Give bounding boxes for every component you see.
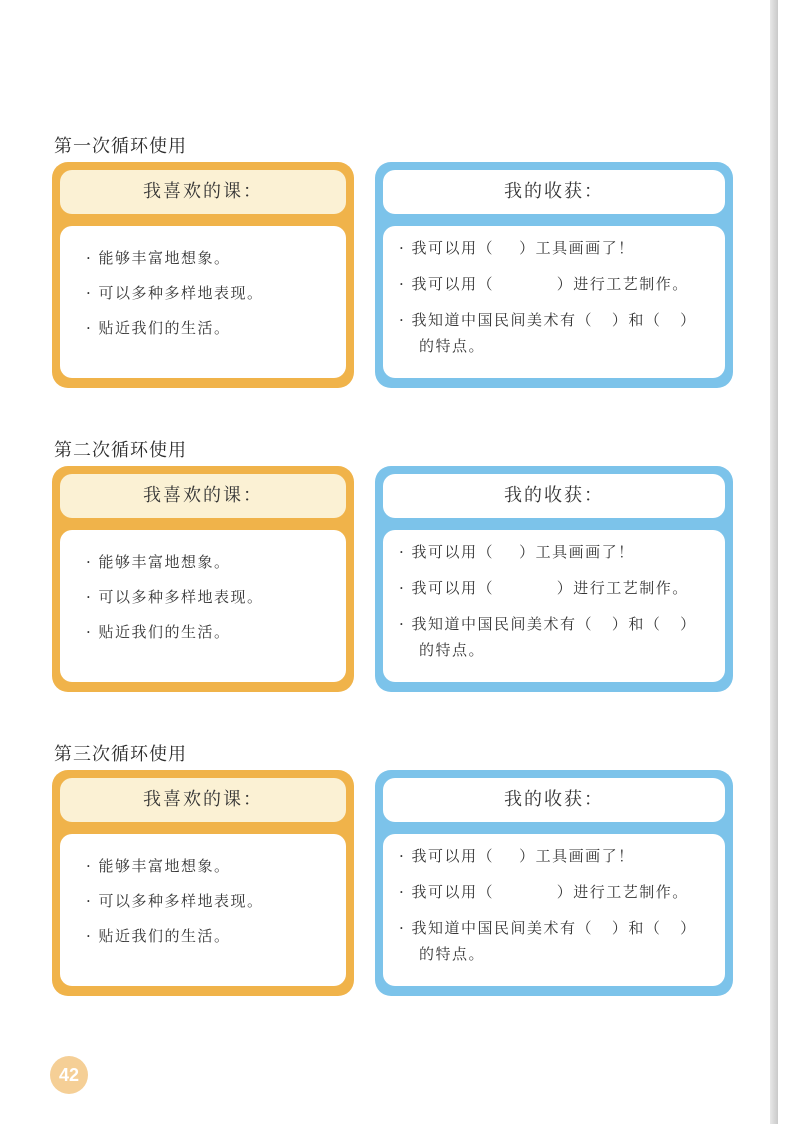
favorite-lessons-card	[52, 162, 354, 388]
list-item: · 贴近我们的生活。	[86, 319, 231, 337]
list-item: · 可以多种多样地表现。	[86, 892, 264, 910]
my-gains-card	[375, 770, 733, 996]
list-item: · 贴近我们的生活。	[86, 927, 231, 945]
list-item: · 能够丰富地想象。	[86, 553, 231, 571]
page-number-badge: 42	[50, 1056, 88, 1094]
list-item: · 我可以用（ ）进行工艺制作。	[399, 883, 689, 901]
list-item-continuation: 的特点。	[419, 641, 486, 659]
my-gains-list	[383, 530, 725, 682]
list-item: · 我可以用（ ）工具画画了！	[399, 543, 635, 561]
favorite-lessons-list	[60, 530, 346, 682]
list-item: · 我知道中国民间美术有（ ）和（ ）	[399, 311, 697, 329]
favorite-lessons-card	[52, 466, 354, 692]
list-item: · 我知道中国民间美术有（ ）和（ ）	[399, 919, 697, 937]
list-item: · 我知道中国民间美术有（ ）和（ ）	[399, 615, 697, 633]
my-gains-card	[375, 162, 733, 388]
favorite-lessons-title: 我喜欢的课：	[60, 778, 346, 822]
list-item-continuation: 的特点。	[419, 945, 486, 963]
list-item-continuation: 的特点。	[419, 337, 486, 355]
list-item: · 贴近我们的生活。	[86, 623, 231, 641]
list-item: · 能够丰富地想象。	[86, 249, 231, 267]
list-item: · 我可以用（ ）工具画画了！	[399, 847, 635, 865]
my-gains-title: 我的收获：	[383, 170, 725, 214]
my-gains-list	[383, 226, 725, 378]
list-item: · 可以多种多样地表现。	[86, 588, 264, 606]
page-edge-shadow	[770, 0, 778, 1124]
favorite-lessons-card	[52, 770, 354, 996]
my-gains-title: 我的收获：	[383, 474, 725, 518]
favorite-lessons-title: 我喜欢的课：	[60, 474, 346, 518]
my-gains-card	[375, 466, 733, 692]
my-gains-list	[383, 834, 725, 986]
list-item: · 可以多种多样地表现。	[86, 284, 264, 302]
list-item: · 我可以用（ ）进行工艺制作。	[399, 579, 689, 597]
list-item: · 我可以用（ ）工具画画了！	[399, 239, 635, 257]
section-title: 第三次循环使用	[54, 744, 187, 765]
section-title: 第二次循环使用	[54, 440, 187, 461]
list-item: · 能够丰富地想象。	[86, 857, 231, 875]
list-item: · 我可以用（ ）进行工艺制作。	[399, 275, 689, 293]
my-gains-title: 我的收获：	[383, 778, 725, 822]
favorite-lessons-list	[60, 226, 346, 378]
favorite-lessons-list	[60, 834, 346, 986]
favorite-lessons-title: 我喜欢的课：	[60, 170, 346, 214]
section-title: 第一次循环使用	[54, 136, 187, 157]
